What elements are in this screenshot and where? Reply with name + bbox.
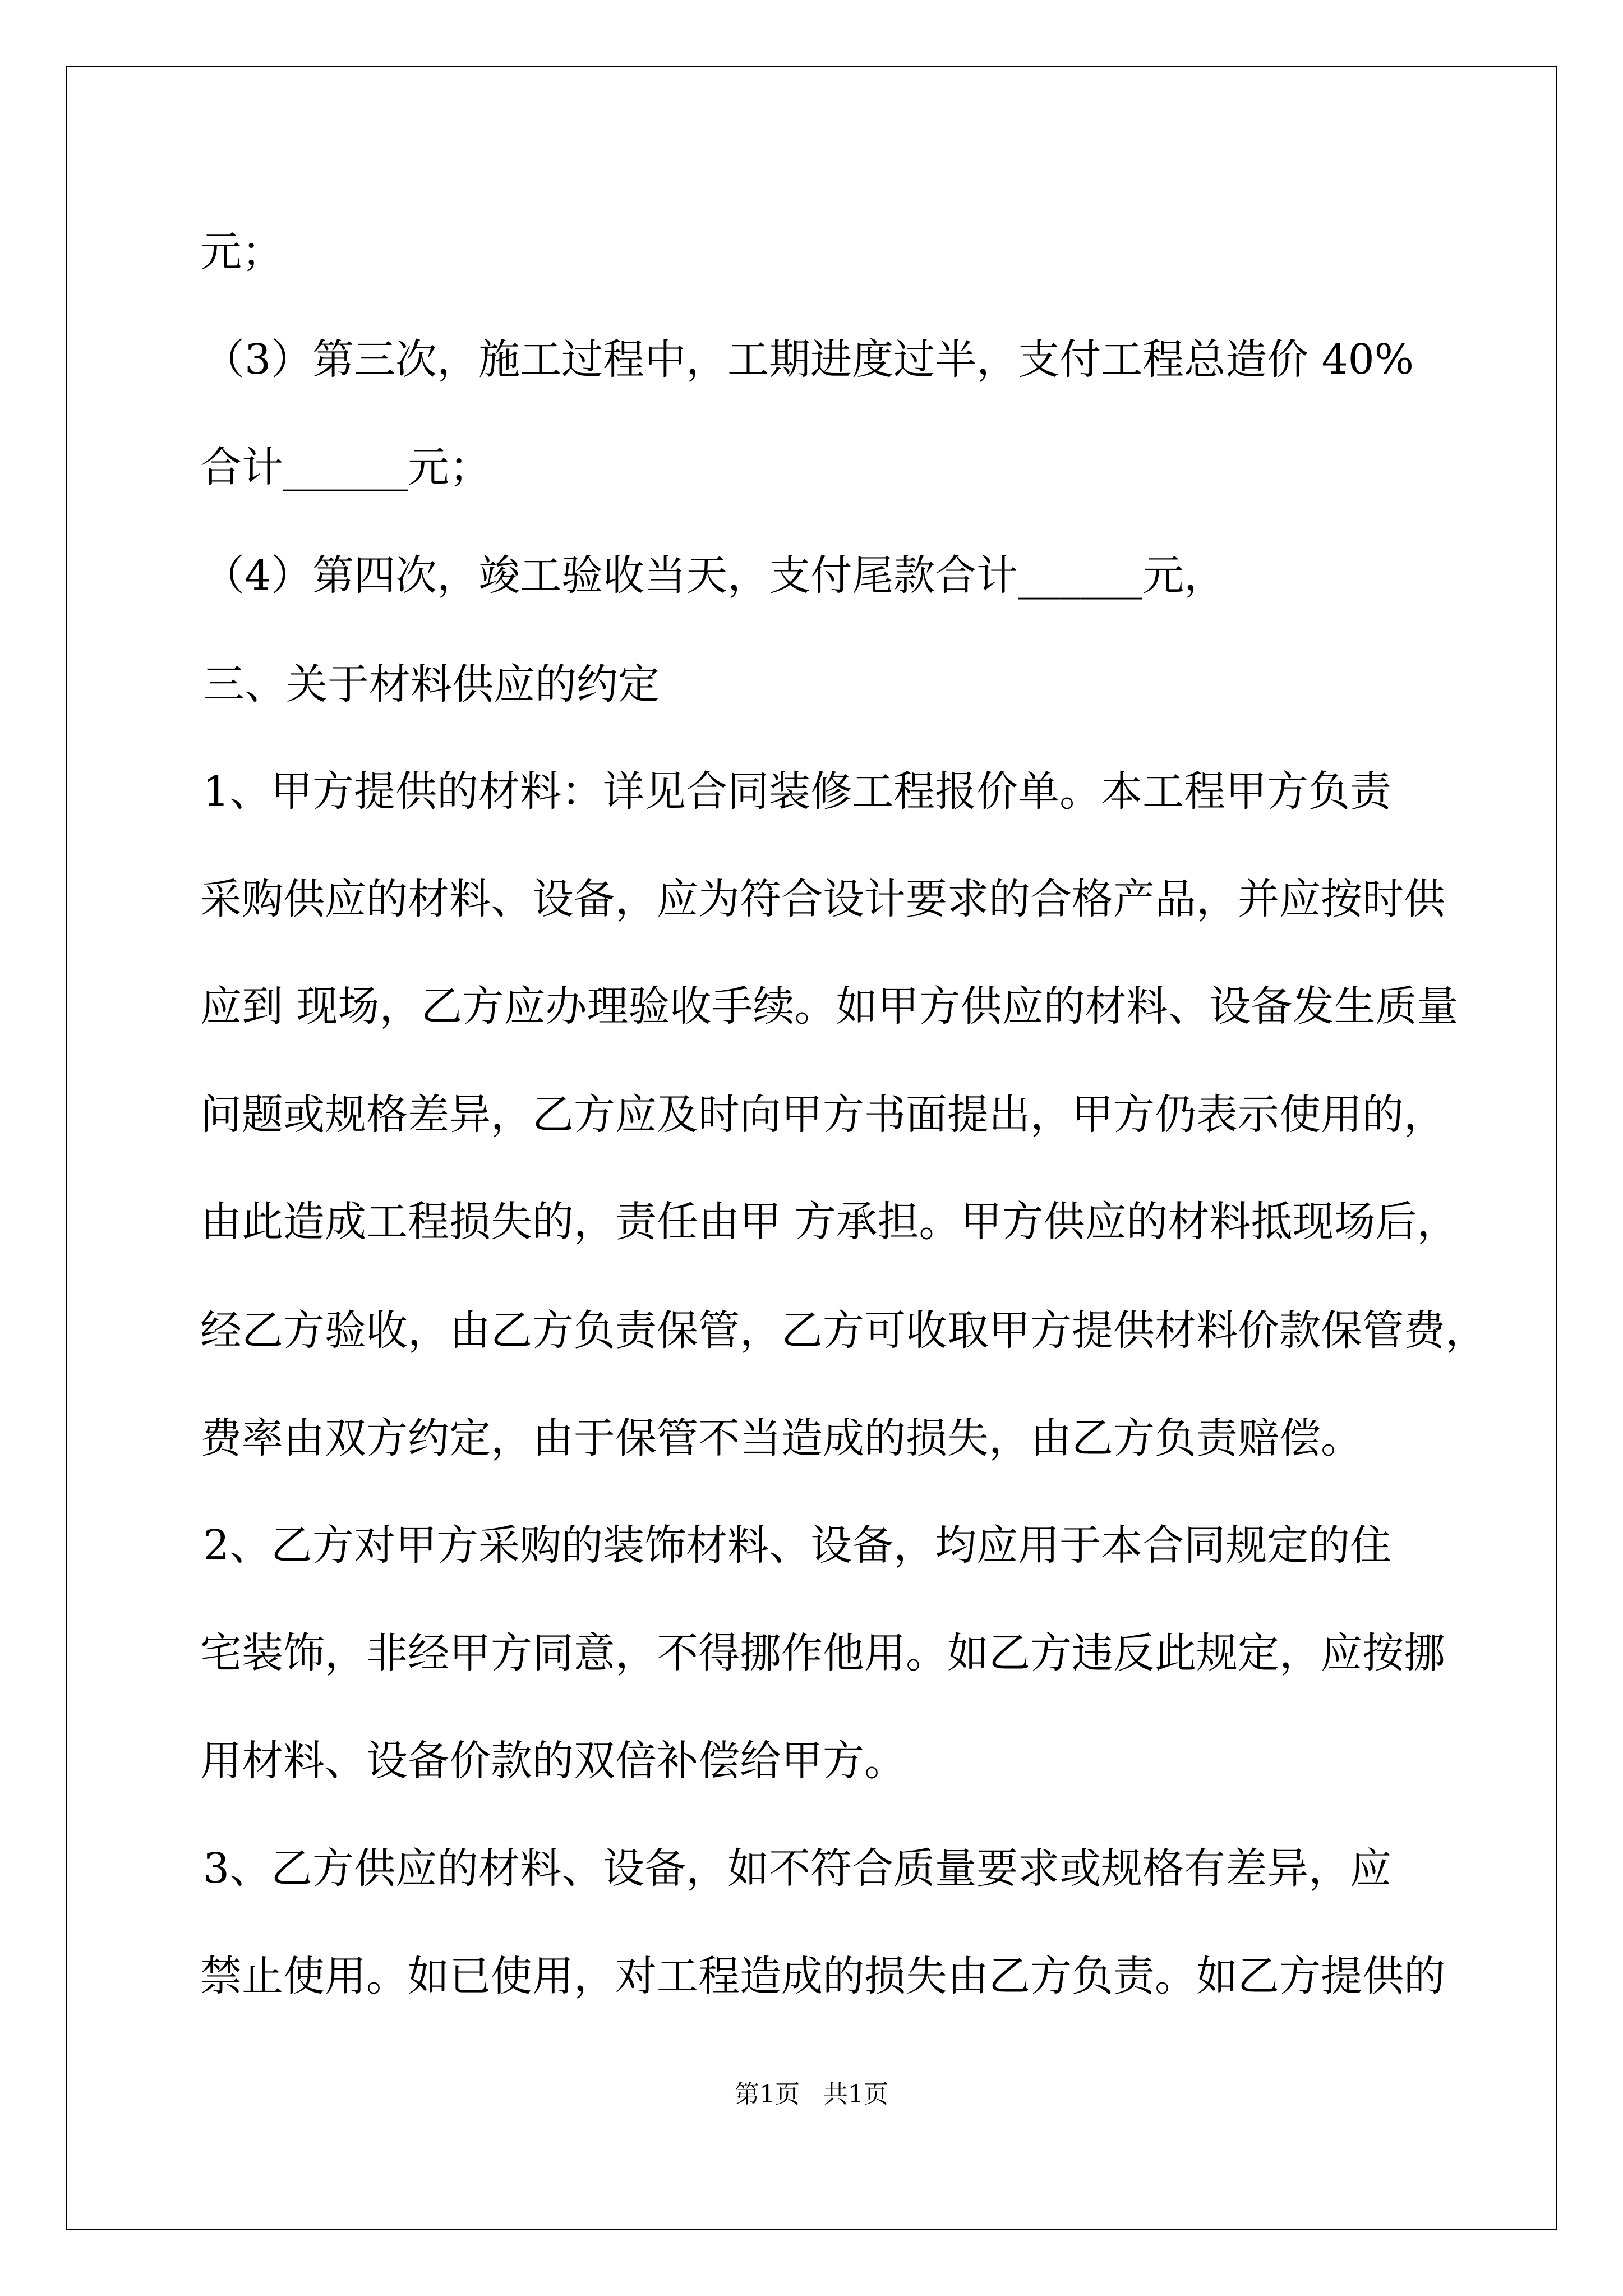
- text-line-7: 采购供应的材料、设备，应为符合设计要求的合格产品，并应按时供: [200, 875, 1445, 923]
- text-line-12: 费率由双方约定，由于保管不当造成的损失，由乙方负责赔偿。: [200, 1414, 1362, 1462]
- section-heading: 三、关于材料供应的约定: [203, 660, 660, 708]
- text-line-1: 元；: [200, 228, 283, 276]
- text-line-13: 2、乙方对甲方采购的装饰材料、设备，均应用于本合同规定的住: [203, 1521, 1392, 1570]
- text-line-4: （4）第四次，竣工验收当天，支付尾款合计______元，: [203, 551, 1226, 600]
- page-border: [66, 66, 1557, 2230]
- text-line-17: 禁止使用。如已使用，对工程造成的损失由乙方负责。如乙方提供的: [200, 1952, 1445, 2000]
- text-line-8: 应到 现场，乙方应办理验收手续。如甲方供应的材料、设备发生质量: [200, 982, 1459, 1030]
- text-line-9: 问题或规格差异，乙方应及时向甲方书面提出，甲方仍表示使用的，: [200, 1091, 1445, 1139]
- text-line-16: 3、乙方供应的材料、设备，如不符合质量要求或规格有差异，应: [203, 1844, 1392, 1893]
- text-line-2: （3）第三次，施工过程中，工期进度过半，支付工程总造价 40%: [203, 335, 1414, 384]
- page-number: 第1页 共1页: [735, 2080, 888, 2109]
- text-line-14: 宅装饰，非经甲方同意，不得挪作他用。如乙方违反此规定，应按挪: [200, 1629, 1445, 1677]
- text-line-15: 用材料、设备价款的双倍补偿给甲方。: [200, 1737, 906, 1785]
- text-line-3: 合计______元；: [200, 443, 491, 491]
- text-line-6: 1、甲方提供的材料：详见合同装修工程报价单。本工程甲方负责: [203, 767, 1392, 816]
- text-line-10: 由此造成工程损失的，责任由甲 方承担。甲方供应的材料抵现场后，: [200, 1198, 1459, 1246]
- text-line-11: 经乙方验收，由乙方负责保管，乙方可收取甲方提供材料价款保管费，: [200, 1306, 1487, 1355]
